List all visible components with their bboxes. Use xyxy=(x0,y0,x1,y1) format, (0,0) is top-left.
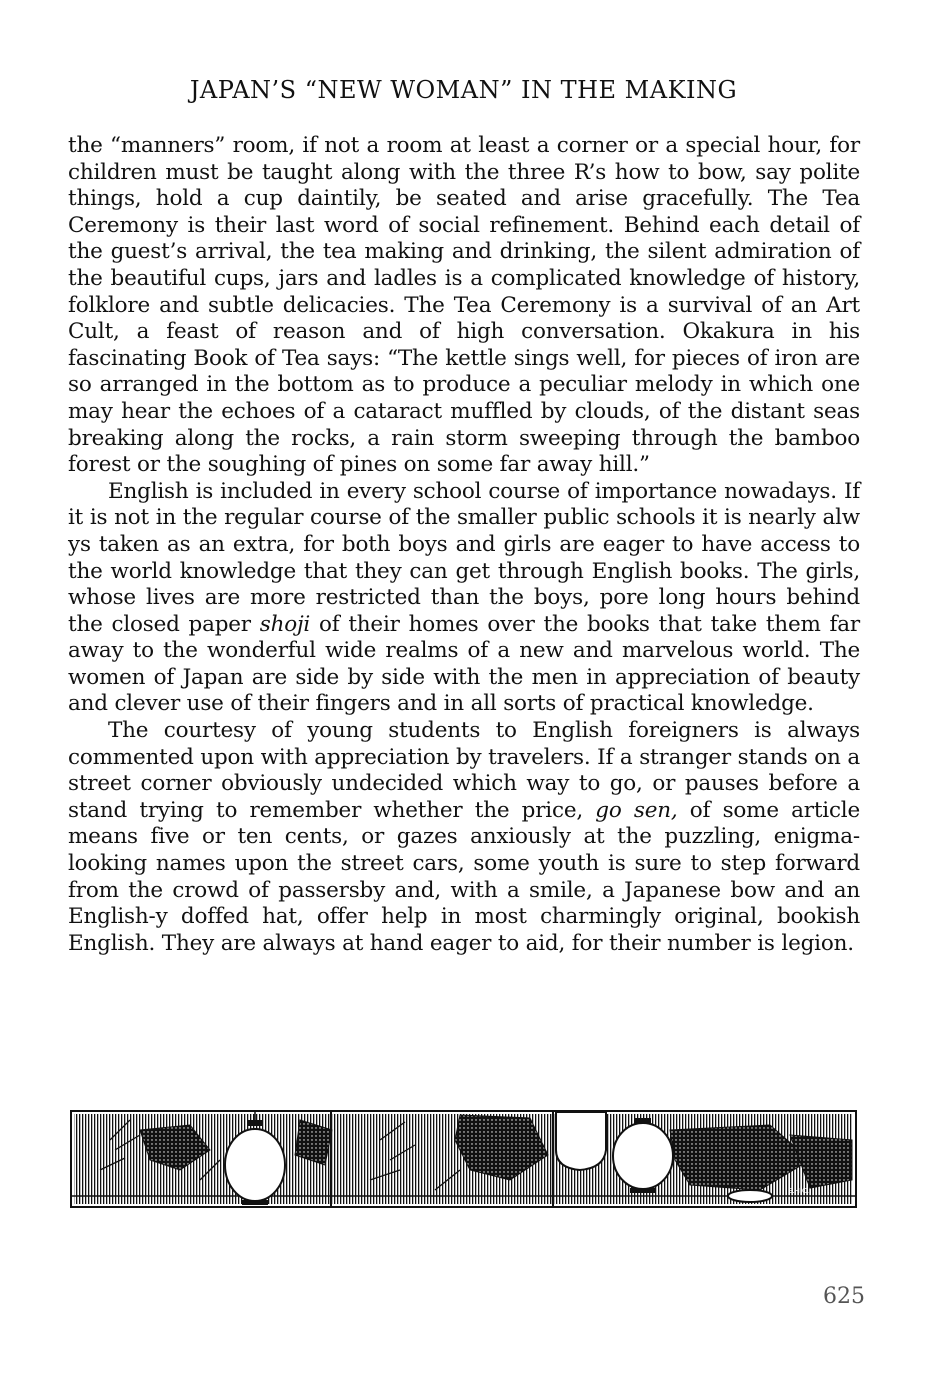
paragraph-text: of some article means five or ten cents, or gazes anxiously at the puzzling, enigma-looking names upon the street cars, some youth is sure to step forward from the crowd of passersby and, with a smile, a Japanese bow and an English-y doffed hat, offer help in most charmingly original, bookish English. They are always at hand eager to aid, for their number is legion. xyxy=(68,797,860,956)
page-number: 625 xyxy=(823,1284,865,1309)
paragraph xyxy=(68,479,860,718)
woodcut-illustration xyxy=(70,1110,857,1208)
italic-term: go sen, xyxy=(595,797,678,823)
paragraph-text: of their homes over the books that take them far away to the wonderful wide realms of a new and marvelous world. The women of Japan are side by side with the men in appreciation of beauty and clever use of their fingers and in all sorts of practical knowledge. xyxy=(68,611,860,717)
body-text xyxy=(68,133,860,957)
lantern-center xyxy=(556,1112,606,1170)
artist-mark: E.H.C. xyxy=(788,1187,810,1195)
paragraph-text: The courtesy of young students to English foreigners is always commented upon with appreciation by travelers. If a stranger stands on a street corner obviously undecided which way to go, or pauses before a stand trying to remember whether the price, xyxy=(68,718,860,823)
paragraph xyxy=(68,718,860,957)
italic-term: shoji xyxy=(259,611,311,637)
paragraph xyxy=(68,133,860,479)
running-head: JAPAN’S “NEW WOMAN” IN THE MAKING xyxy=(189,76,738,104)
paragraph-text: the “manners” room, if not a room at least a corner or a special hour, for children must be taught along with the three R’s how to bow, say polite things, hold a cup daintily, be seated and arise gracefully. The Tea Ceremony is their last word of social refinement. Behind each detail of the guest’s arrival, the tea making and drinking, the silent admiration of the beautiful cups, jars and ladles is a complicated knowledge of history, folklore and subtle delicacies. The Tea Ceremony is a survival of an Art Cult, a feast of reason and of high conversation. Okakura in his fascinating Book of Tea says: “The kettle sings well, for pieces of iron are so arranged in the bottom as to produce a peculiar melody in which one may hear the echoes of a cataract muffled by clouds, of the distant seas breaking along the rocks, a rain storm sweeping through the bamboo forest or the soughing of pines on some far away hill.” xyxy=(68,133,860,478)
paragraph-text: English is included in every school course of importance nowadays. If it is not in the regular course of the smaller public schools it is nearly alw ys taken as an extra, for both boys and girls are eager to have access to the world knowledge that they can get through English books. The girls, whose lives are more restricted than the boys, pore long hours behind the closed paper xyxy=(68,478,860,637)
